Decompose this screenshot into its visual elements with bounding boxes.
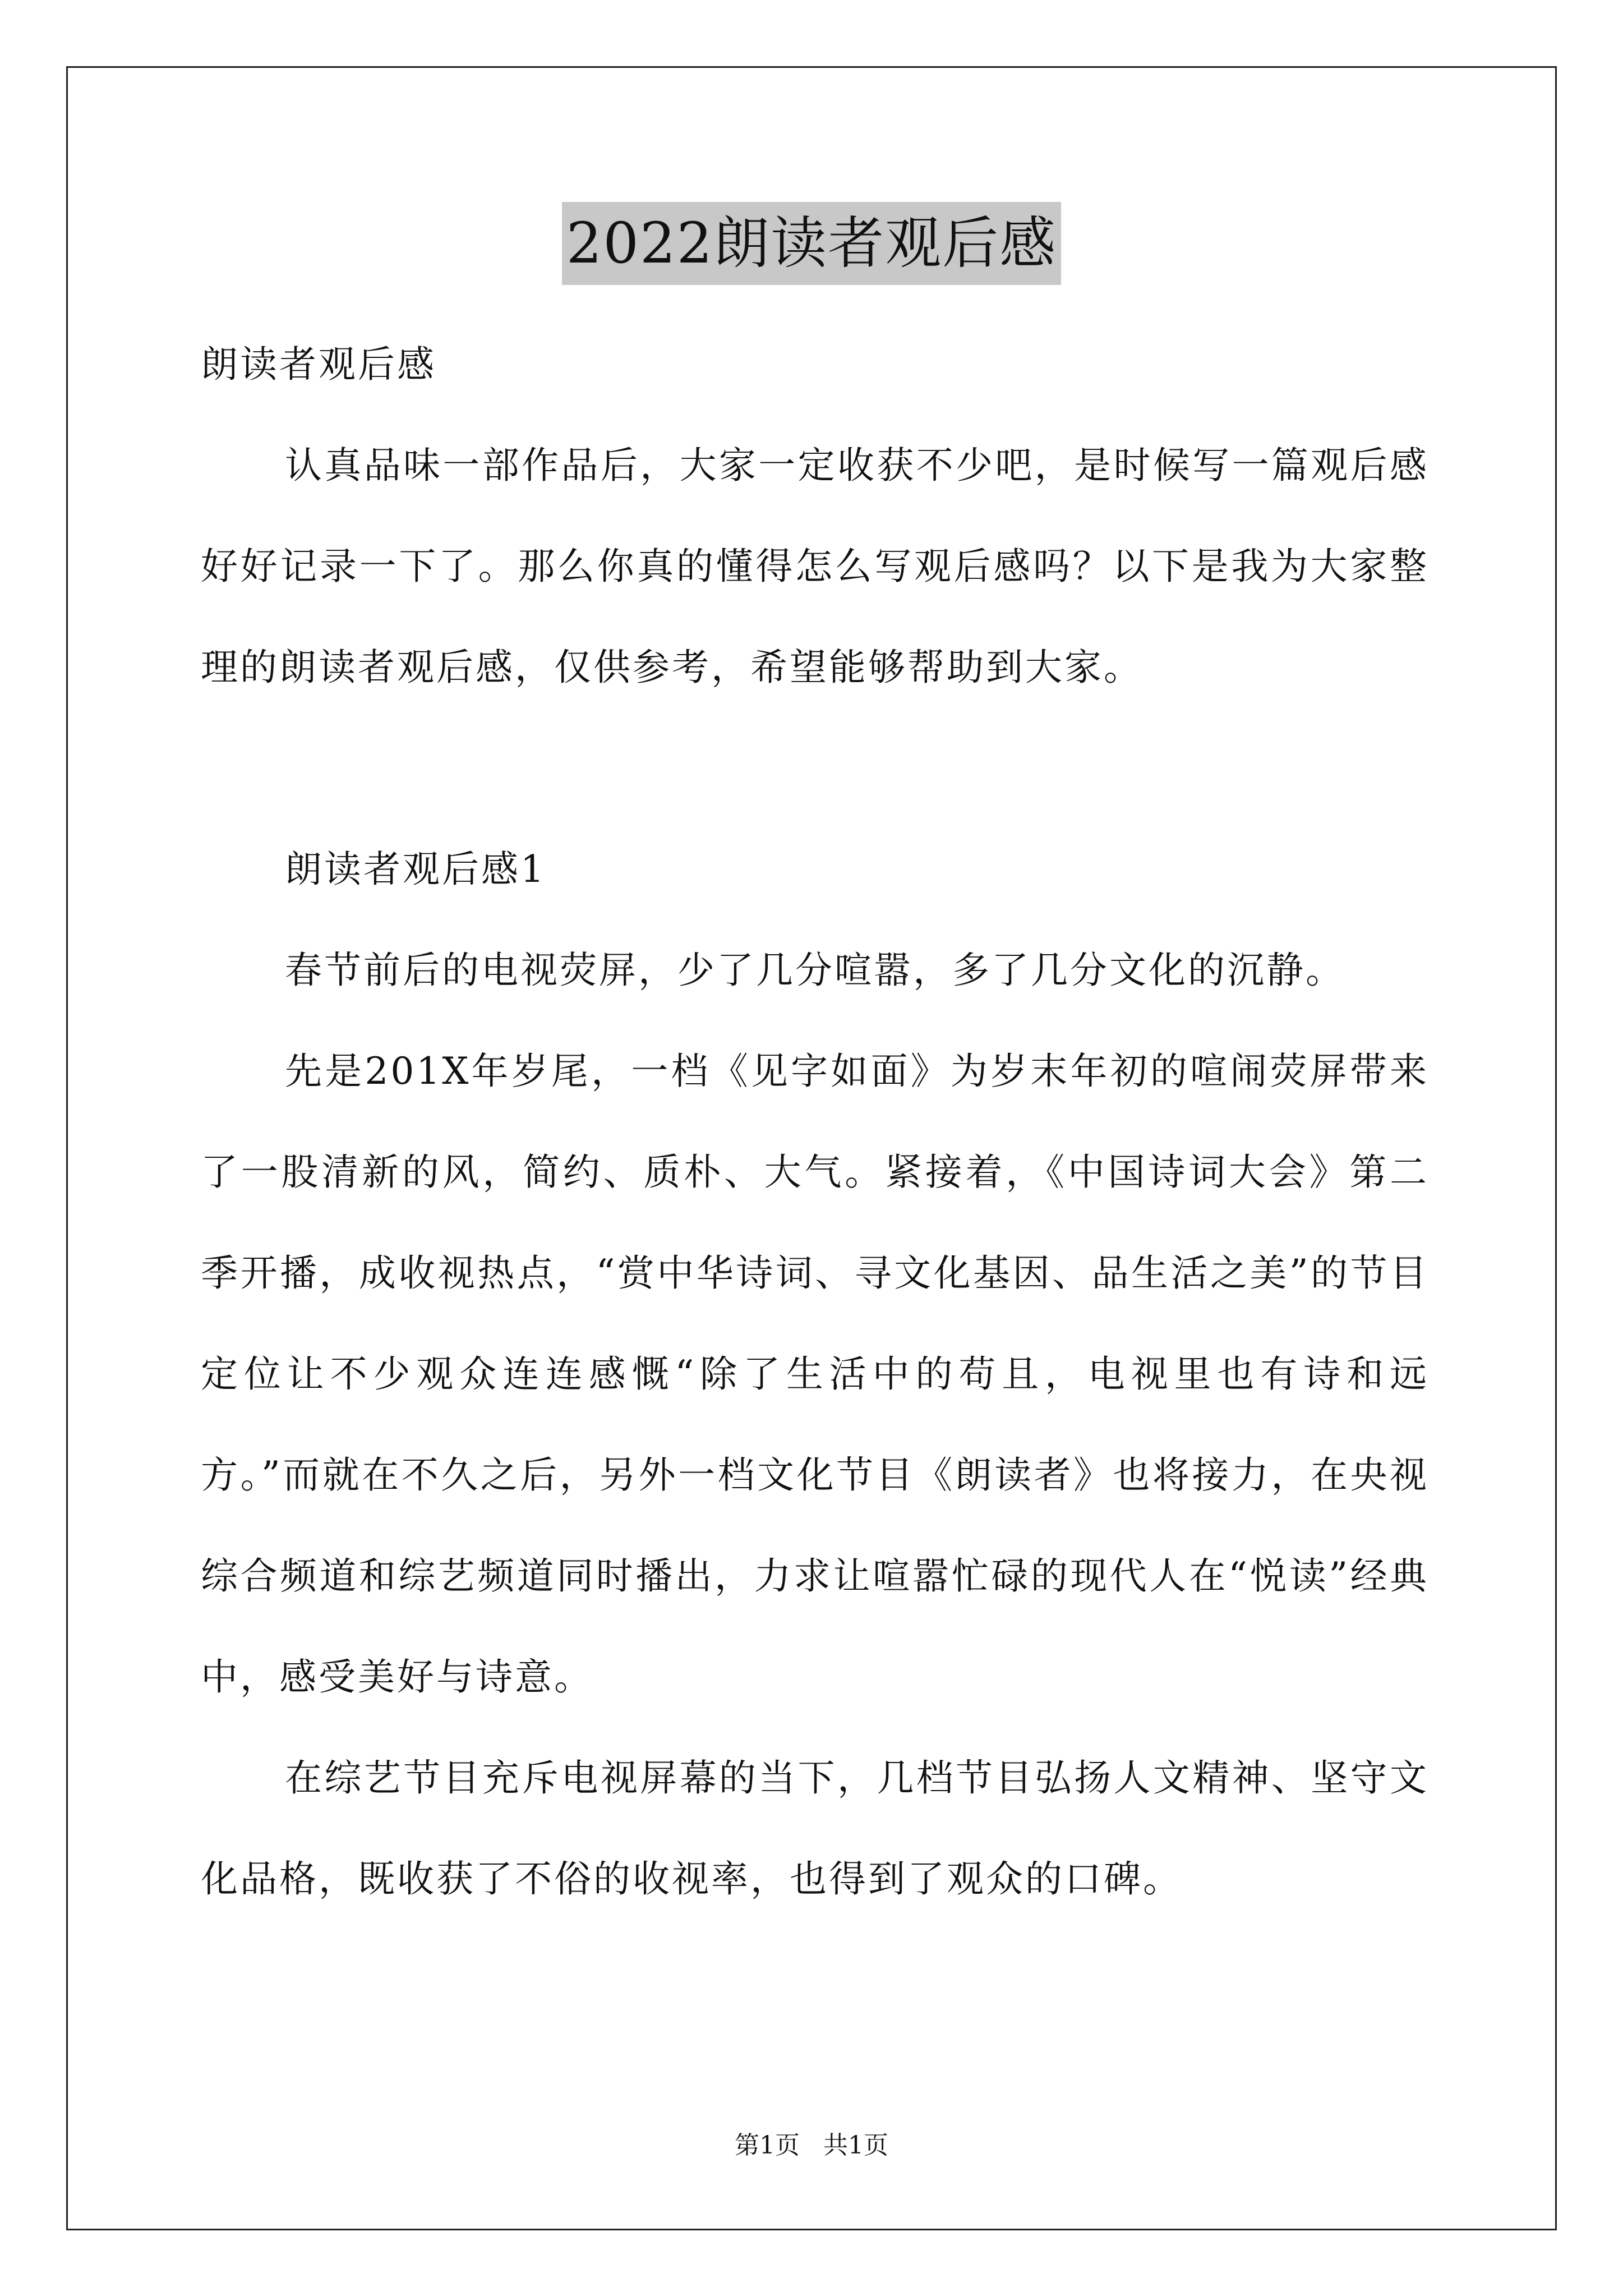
page-number: 第1页 bbox=[735, 2131, 800, 2160]
page-footer bbox=[0, 2129, 1623, 2162]
body-paragraph: 在综艺节目充斥电视屏幕的当下，几档节目弘扬人文精神、坚守文化品格，既收获了不俗的收视率，也得到了观众的口碑。 bbox=[201, 1756, 1429, 1901]
document-title: 2022朗读者观后感 bbox=[562, 202, 1062, 285]
section-heading: 朗读者观后感1 bbox=[285, 848, 546, 891]
body-paragraph: 先是201X年岁尾，一档《见字如面》为岁末年初的喧闹荧屏带来了一股清新的风，简约、质朴、大气。紧接着，《中国诗词大会》第二季开播，成收视热点，“赏中华诗词、寻文化基因、品生活之美”的节目定位让不少观众连连感慨“除了生活中的苟且，电视里也有诗和远方。”而就在不久之后，另外一档文化节目《朗读者》也将接力，在央视综合频道和综艺频道同时播出，力求让喧嚣忙碌的现代人在“悦读”经典中，感受美好与诗意。 bbox=[201, 1050, 1429, 1699]
section-spacer bbox=[201, 718, 1429, 819]
title-container bbox=[0, 202, 1623, 285]
document-body bbox=[201, 314, 1429, 1930]
page-total: 共1页 bbox=[823, 2131, 888, 2160]
document-subtitle: 朗读者观后感 bbox=[201, 343, 436, 386]
intro-paragraph: 认真品味一部作品后，大家一定收获不少吧，是时候写一篇观后感好好记录一下了。那么你真的懂得怎么写观后感吗？以下是我为大家整理的朗读者观后感，仅供参考，希望能够帮助到大家。 bbox=[201, 444, 1429, 689]
body-paragraph: 春节前后的电视荧屏，少了几分喧嚣，多了几分文化的沉静。 bbox=[285, 949, 1345, 992]
